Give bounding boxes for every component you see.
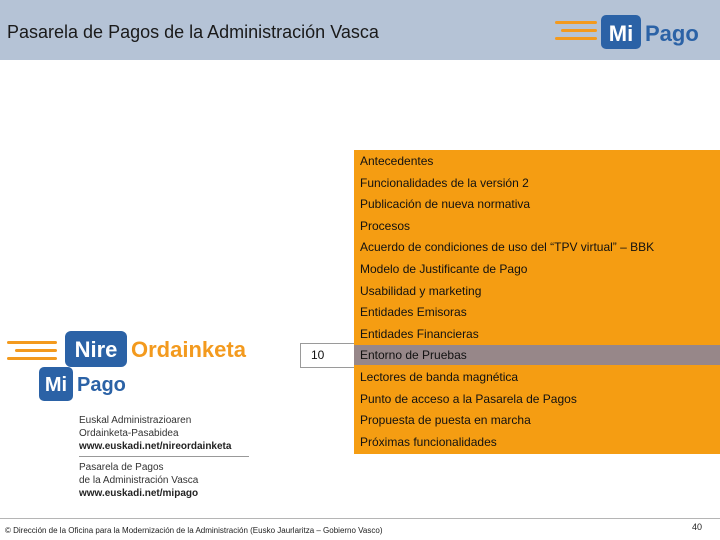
menu-item-14[interactable] [360,432,497,452]
promo-link-nireordainketa[interactable]: www.euskadi.net/nireordainketa [79,441,232,452]
mipago-logo [555,12,715,52]
menu-item-label: Entorno de Pruebas [360,348,467,363]
menu-item-label: Lectores de banda magnética [360,370,519,384]
menu-item-1[interactable] [360,151,433,171]
promo-link-mipago[interactable]: www.euskadi.net/mipago [79,488,199,499]
menu-item-label: Próximas funcionalidades [360,434,497,449]
logo-pago-text: Pago [645,21,699,46]
menu-item-label: Modelo de Justificante de Pago [360,262,528,276]
promo-line-2: Ordainketa-Pasabidea [79,428,179,439]
active-item-number-box [300,343,354,368]
menu-item-12[interactable] [360,389,577,409]
menu-item-5[interactable] [360,237,654,257]
menu-item-9[interactable] [360,324,479,344]
logo-nire-text: Nire [74,337,118,362]
menu-item-label: Entidades Emisoras [360,305,467,320]
menu-item-label: Funcionalidades de la versión 2 [360,175,529,190]
header-bar [0,0,720,60]
menu-item-2[interactable] [360,173,529,193]
logo-ordainketa-text: Ordainketa [131,337,246,362]
logo-pago-text-small: Pago [77,374,126,396]
menu-item-4[interactable] [360,216,410,236]
promo-logo-block [5,325,290,505]
promo-line-5: de la Administración Vasca [79,475,199,486]
menu-item-label: Publicación de nueva normativa [360,197,531,212]
menu-item-10[interactable] [354,345,720,365]
agenda-menu [354,150,720,454]
menu-item-13[interactable] [360,410,531,430]
menu-item-label: Acuerdo de condiciones de uso del “TPV virtual” – BBK [360,240,655,255]
footer-divider [0,518,720,519]
logo-mi-text-small: Mi [44,374,68,396]
menu-item-label: Punto de acceso a la Pasarela de Pagos [360,391,577,406]
nire-ordainketa-logo [5,325,290,405]
menu-item-label: Entidades Financieras [360,326,479,341]
menu-item-3[interactable] [360,194,530,214]
menu-item-label: Antecedentes [360,154,434,168]
menu-item-label: Usabilidad y marketing [360,283,482,298]
menu-item-7[interactable] [360,281,481,301]
menu-item-11[interactable] [360,367,518,387]
footer-copyright: © Dirección de la Oficina para la Modernización de la Administración (Eusko Jaurlaritza – Gobierno Vasco) [5,526,383,535]
page-number: 40 [692,522,703,532]
promo-line-4: Pasarela de Pagos [79,462,164,473]
menu-item-8[interactable] [360,302,467,322]
page-title: Pasarela de Pagos de la Administración Vasca [7,22,379,42]
active-item-number: 10 [311,348,325,362]
menu-item-6[interactable] [360,259,527,279]
logo-mi-text: Mi [608,21,634,46]
menu-item-label: Propuesta de puesta en marcha [360,413,531,428]
promo-line-1: Euskal Administrazioaren [79,415,192,426]
promo-divider [79,456,249,457]
menu-item-label: Procesos [360,218,411,233]
